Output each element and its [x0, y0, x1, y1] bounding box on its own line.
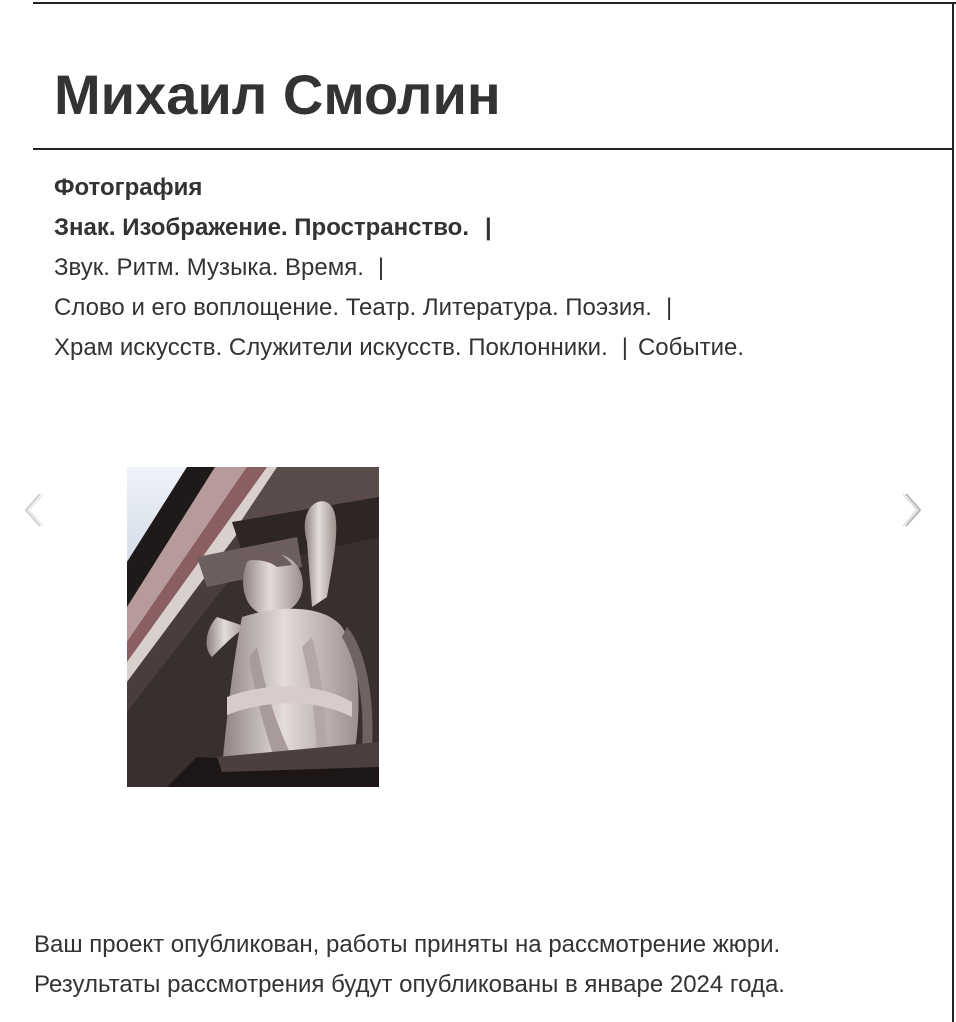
notice-line-results: Результаты рассмотрения будут опубликованы в январе 2024 года.	[34, 971, 785, 998]
page-title: Михаил Смолин	[54, 63, 501, 126]
nav-row-4	[54, 328, 744, 368]
nav-link-event[interactable]: Событие.	[637, 334, 745, 361]
nav-separator: |	[377, 254, 385, 281]
submission-notice	[34, 925, 785, 1005]
chevron-left-icon	[20, 490, 48, 530]
nav-separator: |	[621, 334, 628, 361]
nav-link-temple-of-arts[interactable]: Храм искусств. Служители искусств. Поклонники.	[54, 334, 608, 361]
nav-row-1	[54, 208, 744, 248]
nav-row-3	[54, 288, 744, 328]
notice-line-published: Ваш проект опубликован, работы приняты на рассмотрение жюри.	[34, 931, 781, 958]
nav-separator: |	[665, 294, 673, 321]
gallery-next-button[interactable]	[898, 490, 926, 530]
title-divider	[33, 148, 954, 150]
category-nav	[54, 168, 744, 368]
top-divider	[33, 2, 956, 4]
chevron-right-icon	[898, 490, 926, 530]
gallery-prev-button[interactable]	[20, 490, 48, 530]
nav-link-sound-rhythm-music-time[interactable]: Звук. Ритм. Музыка. Время.	[54, 254, 364, 281]
right-border	[952, 2, 954, 1022]
nav-separator: |	[485, 214, 492, 241]
photo-caryatid-statue	[127, 467, 379, 787]
nav-link-word-theatre-literature-poetry[interactable]: Слово и его воплощение. Театр. Литература. Поэзия.	[54, 294, 652, 321]
gallery-photo[interactable]	[127, 467, 379, 787]
nav-section-label: Фотография	[54, 174, 203, 201]
nav-row-2	[54, 248, 744, 288]
nav-link-sign-image-space[interactable]: Знак. Изображение. Пространство.	[54, 214, 470, 241]
